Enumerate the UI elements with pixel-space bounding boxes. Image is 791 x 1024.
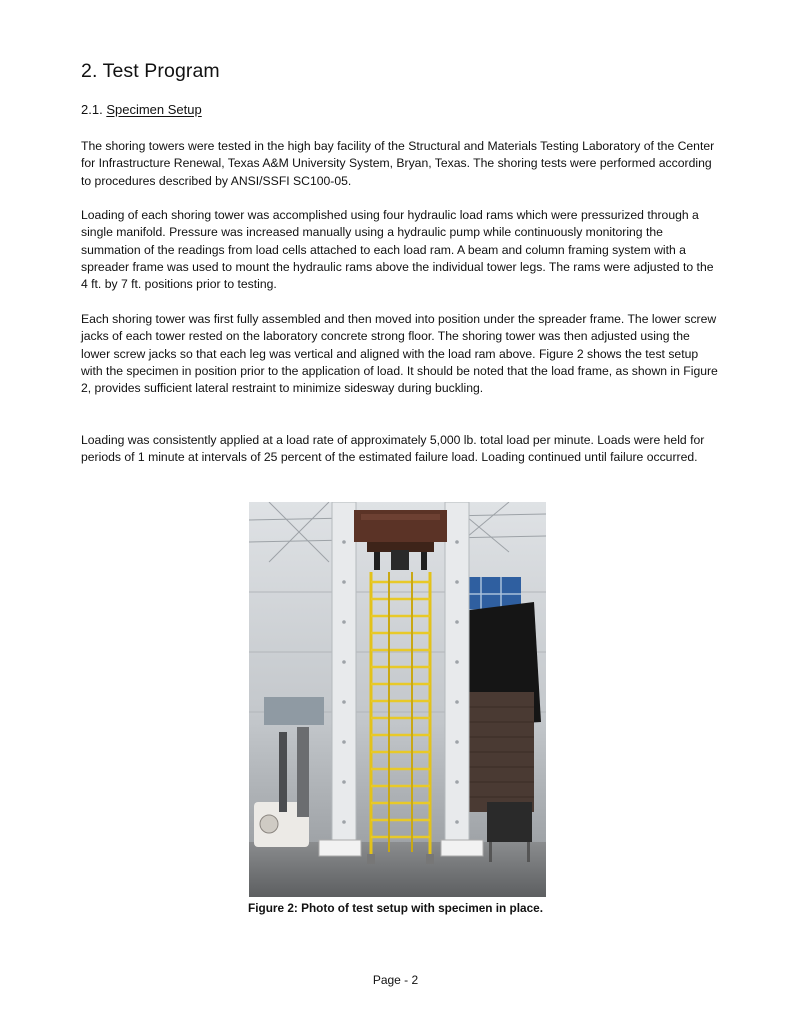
paragraph-load-rate: Loading was consistently applied at a load rate of approximately 5,000 lb. total load per minute. Loads were held for periods of 1 minute at intervals of 25 percent of the estimated failure load. Loading continued until failure occurred. — [81, 433, 705, 465]
subsection-heading — [81, 102, 202, 117]
figure-caption: Figure 2: Photo of test setup with specimen in place. — [248, 901, 543, 915]
section-heading: 2. Test Program — [81, 60, 220, 82]
paragraph-facility: The shoring towers were tested in the high bay facility of the Structural and Materials Testing Laboratory of the Center for Infrastructure Renewal, Texas A&M University System, Bryan, Texas. The shoring tests were performed according to procedures described by ANSI/SSFI SC100-05. — [81, 139, 715, 188]
paragraph-loading: Loading of each shoring tower was accomplished using four hydraulic load rams which were pressurized through a single manifold. Pressure was increased manually using a hydraulic pump while continuously monitoring the summation of the readings from load cells attached to each load ram. A beam and column framing system with a spreader frame was used to mount the hydraulic rams above the individual tower legs. The rams were adjusted to the 4 ft. by 7 ft. positions prior to testing. — [81, 208, 714, 292]
subsection-number: 2.1. — [81, 102, 103, 117]
test-setup-photo — [249, 502, 546, 897]
page-number: Page - 2 — [372, 973, 419, 987]
subsection-title: Specimen Setup — [106, 102, 202, 117]
paragraph-assembly: Each shoring tower was first fully assembled and then moved into position under the spreader frame. The lower screw jacks of each tower rested on the laboratory concrete strong floor. The shoring tower was then adjusted using the lower screw jacks so that each leg was vertical and aligned with the load ram above. Figure 2 shows the test setup with the specimen in position prior to the application of load. It should be noted that the load frame, as shown in Figure 2, provides sufficient lateral restraint to minimize sidesway during buckling. — [81, 312, 718, 396]
